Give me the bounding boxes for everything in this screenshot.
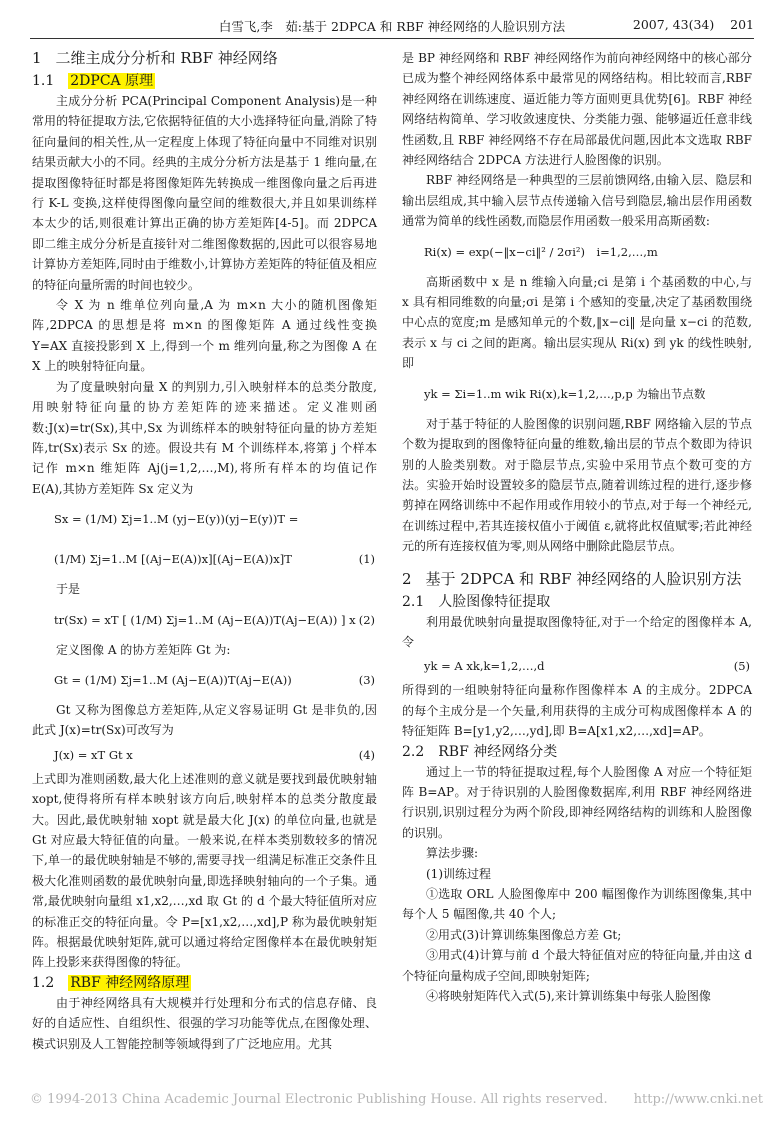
paragraph: 上式即为准则函数,最大化上述准则的意义就是要找到最优映射轴 xopt,使得将所有样本映射该方向后,映射样本的总类分散度最大。因此,最优映射轴 xopt 就是最大化 J(x) 的单位向量,也就是 Gt 对应最大特征值的向量。一般来说,在样本类别数较多的情况下,单一的最优映射轴是不够的,需要寻找一组满足标准正交条件且极大化准则函数的最优映射向量,即选择映射轴向的一个子集。通常,最优映射向量组 x1,x2,…,xd 取 Gt 的 d 个最大特征值所对应的标准正交的特征向量。令 P=[x1,x2,…,xd],P 称为最优映射矩阵。根据最优映射矩阵,就可以通过将给定图像样本在最优映射矩阵上投影来获得图像的特征。 [32,771,377,970]
running-title: 白雪飞,李 茹:基于 2DPCA 和 RBF 神经网络的人脸识别方法 [218,19,566,34]
highlighted-section-title: 2DPCA 原理 [70,73,154,89]
equation-number: (4) [358,747,375,762]
paragraph: 令 X 为 n 维单位列向量,A 为 m×n 大小的随机图像矩阵,2DPCA 的思想是将 m×n 的图像矩阵 A 通过线性变换 Y=AX 直接投影到 X 上,得到一个 m 维列向量,称之为图像 A 在 X 上的映射特征向量。 [32,298,377,374]
equation-text: Ri(x) = exp(−‖x−ci‖² / 2σi²) i=1,2,…,m [424,244,658,259]
list-item: ①选取 ORL 人脸图像库中 200 幅图像作为训练图像集,其中每个人 5 幅图像,共 40 个人; [402,887,752,922]
copyright-watermark: © 1994-2013 China Academic Journal Electronic Publishing House. All rights reserved. http://www.cnki.net [30,1092,763,1107]
equation-4 [32,741,377,769]
section-number: 2 [402,569,412,588]
paragraph: Gt 又称为图像总方差矩阵,从定义容易证明 Gt 是非负的,因此式 J(x)=tr(Sx)可改写为 [32,702,377,738]
section-title: 人脸图像特征提取 [438,593,551,610]
equation-number: (2) [358,612,375,627]
equation-1a [32,499,377,539]
paragraph: 利用最优映射向量提取图像特征,对于一个给定的图像样本 A,令 [402,614,752,649]
equation-3 [32,660,377,700]
paragraph: (1)训练过程 [426,866,491,881]
section-2-1-heading [402,592,752,612]
paragraph: 定义图像 A 的协方差矩阵 Gt 为: [56,642,231,657]
section-number: 2.2 [402,743,425,760]
issue-page [633,17,754,32]
left-column [32,48,377,1054]
equation-output [402,374,752,414]
equation-5 [402,652,752,680]
paragraph: 为了度量映射向量 X 的判别力,引入映射样本的总类分散度,用映射特征向量的协方差矩阵的迹来描述。定义准则函数:J(x)=tr(Sx),其中,Sx 为训练样本的映射特征向量的协方差矩阵,tr(Sx)表示 Sx 的迹。假设共有 M 个训练样本,将第 j 个样本记作 m×n 维矩阵 Aj(j=1,2,…,M),将所有样本的均值记作 E(A),其协方差矩阵 Sx 定义为 [32,379,377,496]
section-number: 1.1 [32,73,55,89]
section-1-heading [32,48,377,68]
highlighted-section-title: RBF 神经网络原理 [70,974,190,991]
equation-number: (1) [358,552,375,567]
equation-2 [32,600,377,640]
equation-text: Sx = (1/M) Σj=1..M (yj−E(y))(yj−E(y))T = [54,512,299,527]
issue-info: 2007, 43(34) [632,17,715,32]
section-title: 二维主成分分析和 RBF 神经网络 [55,49,278,67]
list-item: ④将映射矩阵代入式(5),来计算训练集中每张人脸图像 [426,989,711,1004]
page-number: 201 [730,17,754,32]
equation-text: yk = A xk,k=1,2,…,d [424,659,545,674]
equation-number: (3) [358,672,375,687]
section-number: 2.1 [402,593,425,610]
section-2-2-heading [402,742,752,762]
equation-text: J(x) = xT Gt x [54,747,133,762]
section-1-2-heading [32,973,377,993]
right-column [402,48,752,1006]
section-title: 基于 2DPCA 和 RBF 神经网络的人脸识别方法 [425,569,742,588]
equation-gaussian [402,232,752,272]
section-2-heading [402,569,752,589]
equation-1b [32,539,377,579]
paragraph: 于是 [56,582,81,597]
page-header [30,14,754,39]
list-item: ②用式(3)计算训练集图像总方差 Gt; [426,927,622,942]
paragraph: 通过上一节的特征提取过程,每个人脸图像 A 对应一个特征矩阵 B=AP。对于待识别的人脸图像数据库,利用 RBF 神经网络进行识别,识别过程分为两个阶段,即神经网络结构的训练和人脸图像的识别。 [402,764,752,840]
equation-text: (1/M) Σj=1..M [(Aj−E(A))x][(Aj−E(A))x]T [54,552,292,567]
list-item: ③用式(4)计算与前 d 个最大特征值对应的特征向量,并由这 d 个特征向量构成子空间,即映射矩阵; [402,948,752,983]
equation-text: tr(Sx) = xT [ (1/M) Σj=1..M (Aj−E(A))T(Aj−E(A)) ] x [54,612,356,627]
equation-text: yk = Σi=1..m wik Ri(x),k=1,2,…,p,p 为输出节点数 [424,386,706,401]
section-1-1-heading [32,71,377,91]
paragraph: 主成分分析 PCA(Principal Component Analysis)是一种常用的特征提取方法,它依据特征值的大小选择特征向量,消除了特征向量间的相关性,从一定程度上体现了特征向量中不同维对识别结果贡献大小的不同。经典的主成分分析方法是基于 1 维向量,在提取图像特征时都是将图像矩阵先转换成一维图像向量之后再进行 K-L 变换,这样使得图像向量空间的维数很大,并且如果训练样本太少的话,则很难计算出正确的协方差矩阵[4-5]。而 2DPCA 即二维主成分分析是直接针对二维图像数据的,因此可以很容易地计算协方差矩阵,同时由于维数小,计算协方差矩阵的特征值及相应的特征向量所需的时间也较少。 [32,94,377,292]
section-number: 1 [32,49,42,67]
paragraph: 算法步骤: [426,846,479,861]
paragraph: 高斯函数中 x 是 n 维输入向量;ci 是第 i 个基函数的中心,与 x 具有相同维数的向量;σi 是第 i 个感知的变量,决定了基函数围绕中心点的宽度;m 是感知单元的个数,‖x−ci‖ 是向量 x−ci 的范数,表示 x 与 ci 之间的距离。输出层实现从 Ri(x) 到 yk 的线性映射,即 [402,274,752,371]
paragraph: 所得到的一组映射特征向量称作图像样本 A 的主成分。2DPCA 的每个主成分是一个矢量,利用获得的主成分可构成图像样本 A 的特征矩阵 B=[y1,y2,…,yd],即 B=A[x1,x2,…,xd]=AP。 [402,683,752,739]
paragraph: 由于神经网络具有大规模并行处理和分布式的信息存储、良好的自适应性、自组织性、很强的学习功能等优点,在图像处理、模式识别及人工智能控制等领域得到了广泛地应用。尤其 [32,995,377,1051]
paragraph: 对于基于特征的人脸图像的识别问题,RBF 网络输入层的节点个数为提取到的图像特征向量的维数,输出层的节点个数即为待识别的人脸类别数。对于隐层节点,实验中采用节点个数可变的方法。实验开始时设置较多的隐层节点,随着训练过程的进行,逐步修剪掉在网络训练中不起作用或作用较小的节点,对于每一个神经元,在训练过程中,若其连接权值小于阈值 ε,就将此权值赋零;若此神经元的所有连接权值为零,则从网络中删除此隐层节点。 [402,416,752,554]
equation-text: Gt = (1/M) Σj=1..M (Aj−E(A))T(Aj−E(A)) [54,672,292,687]
section-title: RBF 神经网络分类 [438,743,558,760]
section-number: 1.2 [32,974,55,991]
paragraph: RBF 神经网络是一种典型的三层前馈网络,由输入层、隐层和输出层组成,其中输入层节点传递输入信号到隐层,输出层作用函数通常为简单的线性函数,而隐层作用函数一般采用高斯函数: [402,173,752,229]
paragraph: 是 BP 神经网络和 RBF 神经网络作为前向神经网络中的核心部分已成为整个神经网络体系中最常见的网络结构。相比较而言,RBF 神经网络在训练速度、逼近能力等方面则更具优势[6]。RBF 神经网络结构简单、学习收敛速度快、分类能力强、能够逼近任意非线性函数,且 RBF 神经网络不存在局部最优问题,因此本文选取 RBF 神经网络结合 2DPCA 方法进行人脸图像的识别。 [402,51,752,168]
equation-number: (5) [733,659,750,674]
